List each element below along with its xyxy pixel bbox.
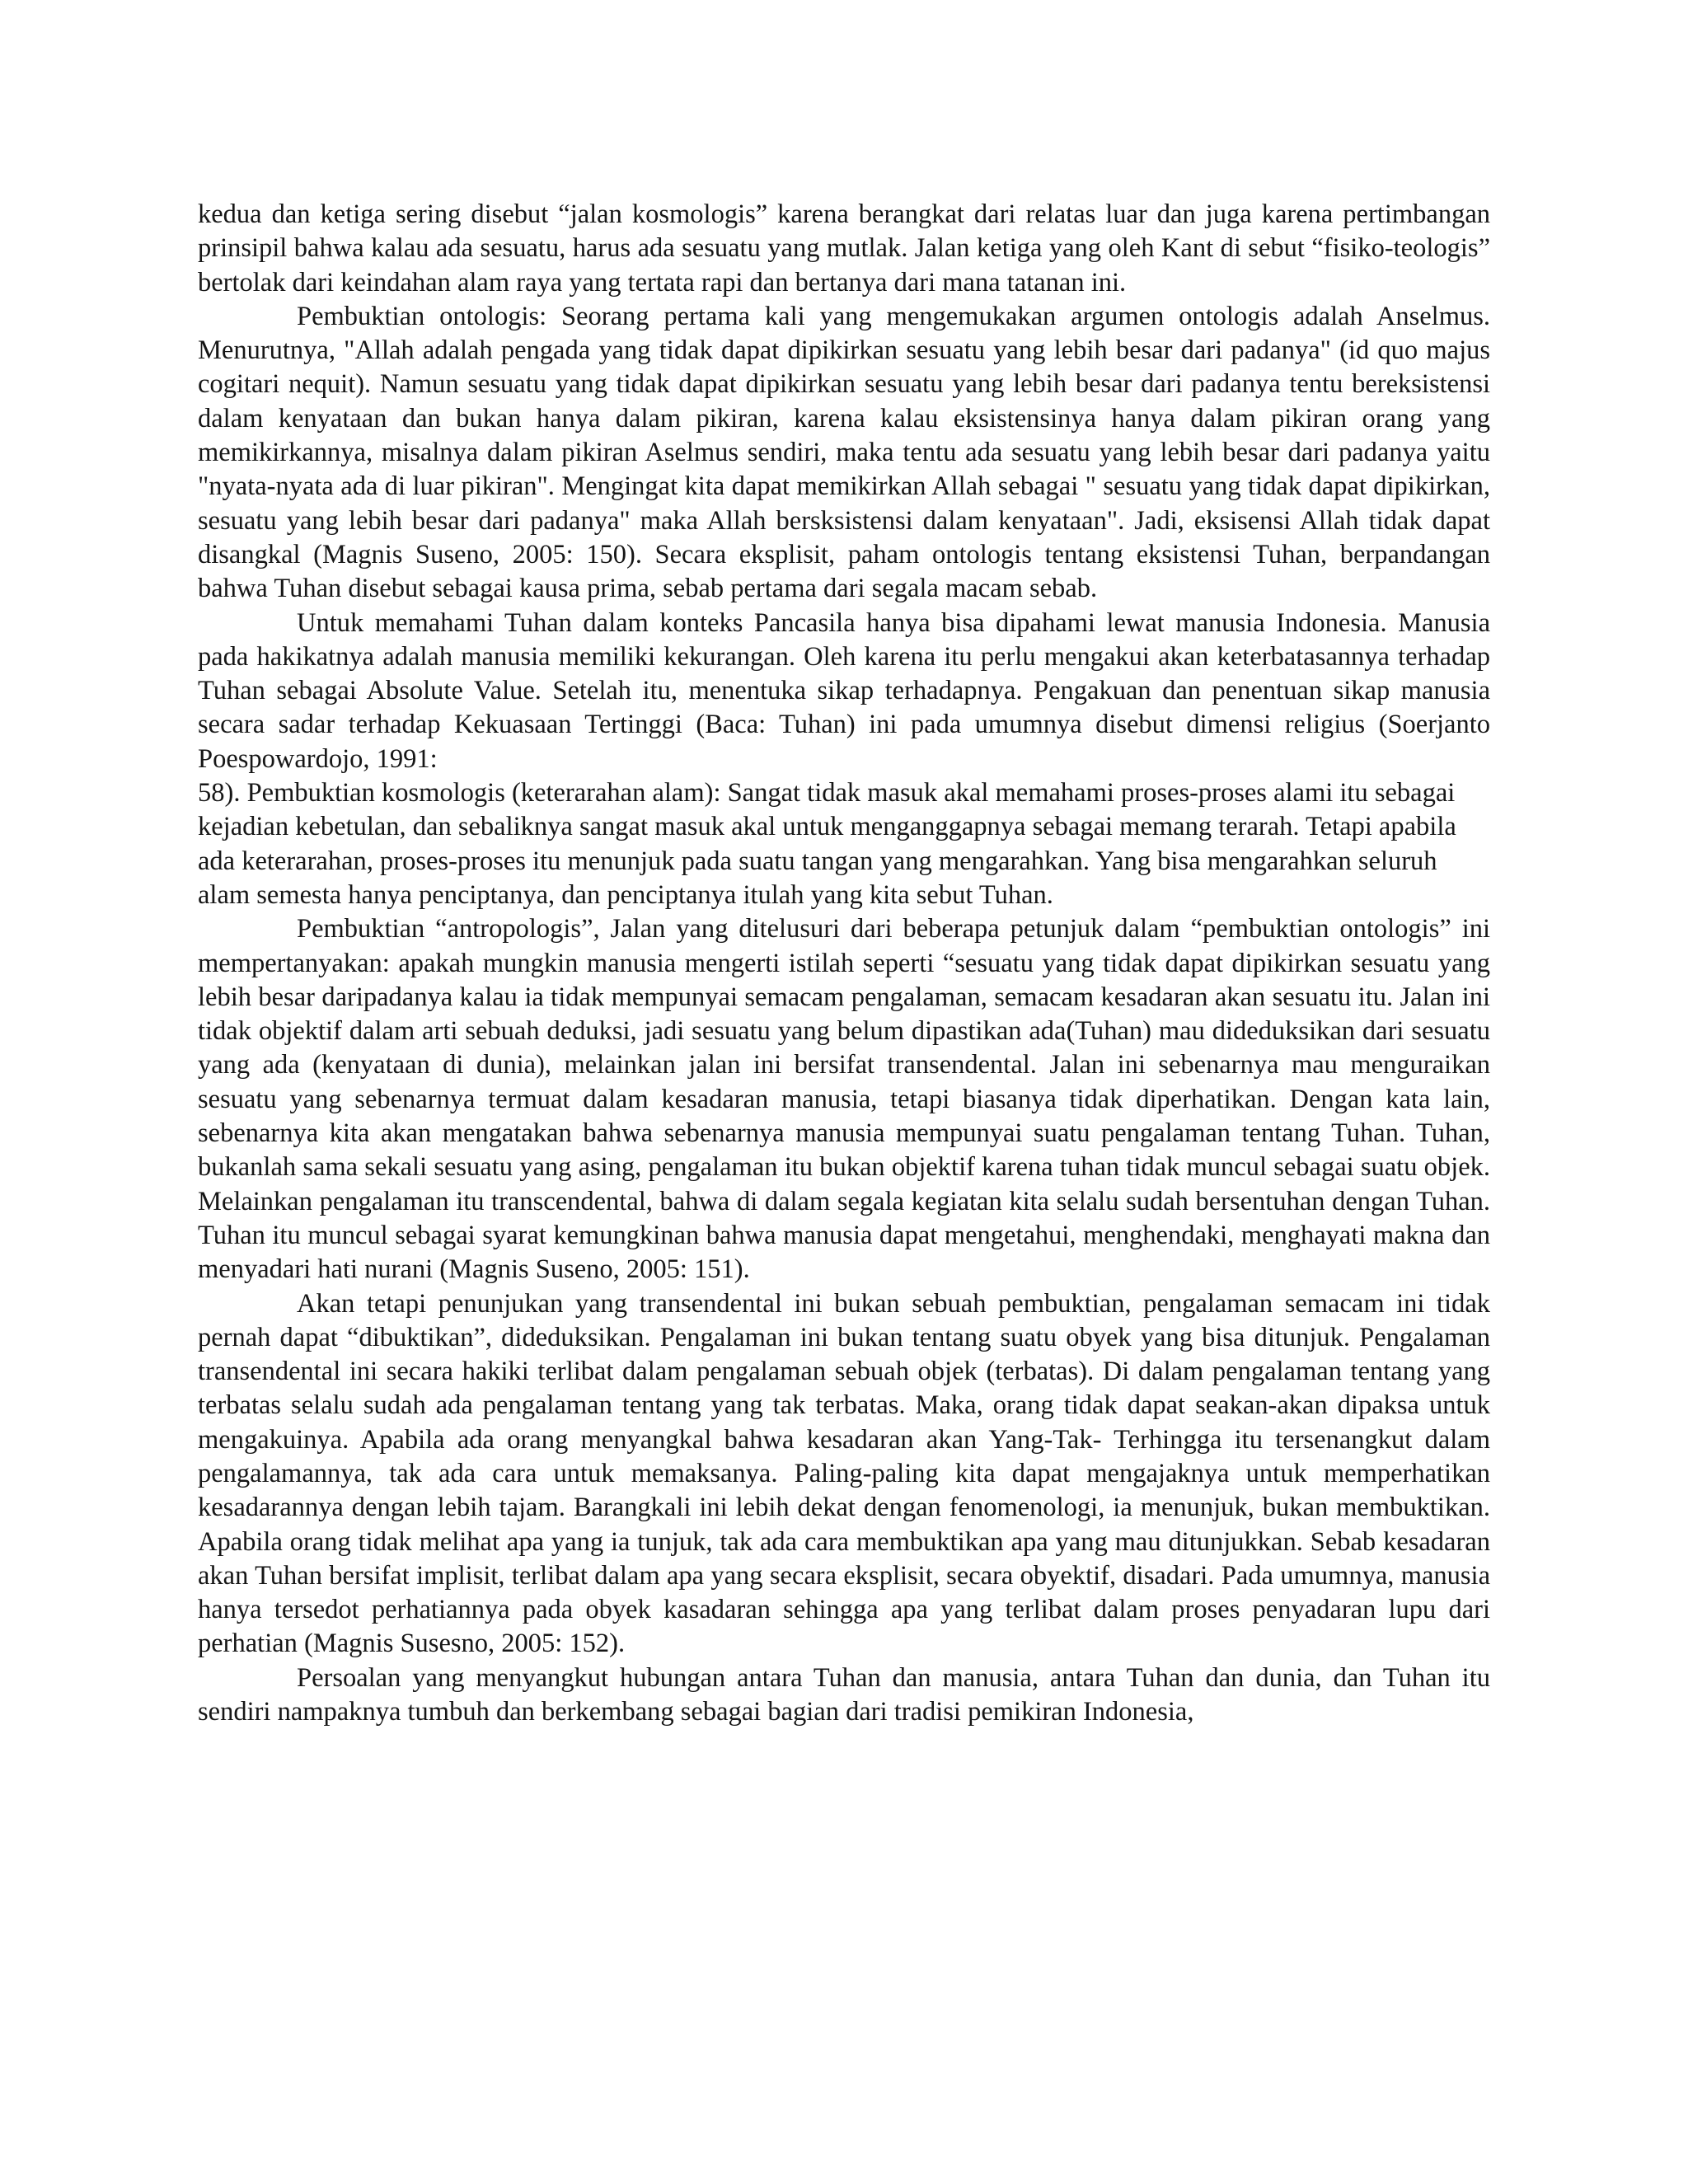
paragraph-cosmological-intro: kedua dan ketiga sering disebut “jalan kosmologis” karena berangkat dari relatas luar dan juga karena pertimbangan prinsipil bahwa kalau ada sesuatu, harus ada sesuatu yang mutlak. Jalan ketiga yang oleh Kant di sebut “fisiko-teologis” bertolak dari keindahan alam raya yang tertata rapi dan bertanya dari mana tatanan ini. bbox=[198, 199, 1490, 298]
paragraph-cosmological-proof: 58). Pembuktian kosmologis (keterarahan alam): Sangat tidak masuk akal memahami proses-proses alami itu sebagai kejadian kebetulan, dan sebaliknya sangat masuk akal untuk menganggapnya sebagai memang terarah. Tetapi apabila ada keterarahan, proses-proses itu menunjuk pada suatu tangan yang mengarahkan. Yang bisa mengarahkan seluruh alam semesta hanya penciptanya, dan penciptanya itulah yang kita sebut Tuhan. bbox=[198, 778, 1456, 910]
paragraph-ontological-proof: Pembuktian ontologis: Seorang pertama kali yang mengemukakan argumen ontologis adalah Anselmus. Menurutnya, "Allah adalah pengada yang tidak dapat dipikirkan sesuatu yang lebih besar dari padanya" (id quo majus cogitari nequit). Namun sesuatu yang tidak dapat dipikirkan sesuatu yang lebih besar dari padanya tentu bereksistensi dalam kenyataan dan bukan hanya dalam pikiran, karena kalau eksistensinya hanya dalam pikiran orang yang memikirkannya, misalnya dalam pikiran Aselmus sendiri, maka tentu ada sesuatu yang lebih besar dari padanya yaitu "nyata-nyata ada di luar pikiran". Mengingat kita dapat memikirkan Allah sebagai " sesuatu yang tidak dapat dipikirkan, sesuatu yang lebih besar dari padanya" maka Allah bersksistensi dalam kenyataan". Jadi, eksisensi Allah tidak dapat disangkal (Magnis Suseno, 2005: 150). Secara eksplisit, paham ontologis tentang eksistensi Tuhan, berpandangan bahwa Tuhan disebut sebagai kausa prima, sebab pertama dari segala macam sebab. bbox=[198, 301, 1490, 604]
paragraph-pancasila-context: Untuk memahami Tuhan dalam konteks Pancasila hanya bisa dipahami lewat manusia Indonesia. Manusia pada hakikatnya adalah manusia memiliki kekurangan. Oleh karena itu perlu mengakui akan keterbatasannya terhadap Tuhan sebagai Absolute Value. Setelah itu, menentuka sikap terhadapnya. Pengakuan dan penentuan sikap manusia secara sadar terhadap Kekuasaan Tertinggi (Baca: Tuhan) ini pada umumnya disebut dimensi religius (Soerjanto Poespowardojo, 1991: bbox=[198, 607, 1490, 774]
paragraph-indonesian-thought: Persoalan yang menyangkut hubungan antara Tuhan dan manusia, antara Tuhan dan dunia, dan Tuhan itu sendiri nampaknya tumbuh dan berkembang sebagai bagian dari tradisi pemikiran Indonesia, bbox=[198, 1662, 1490, 1727]
paragraph-transcendental-experience: Akan tetapi penunjukan yang transendental ini bukan sebuah pembuktian, pengalaman semacam ini tidak pernah dapat “dibuktikan”, dideduksikan. Pengalaman ini bukan tentang suatu obyek yang bisa ditunjuk. Pengalaman transendental ini secara hakiki terlibat dalam pengalaman sebuah objek (terbatas). Di dalam pengalaman tentang yang terbatas selalu sudah ada pengalaman tentang yang tak terbatas. Maka, orang tidak dapat seakan-akan dipaksa untuk mengakuinya. Apabila ada orang menyangkal bahwa kesadaran akan Yang-Tak- Terhingga itu tersenangkut dalam pengalamannya, tak ada cara untuk memaksanya. Paling-paling kita dapat mengajaknya untuk memperhatikan kesadarannya dengan lebih tajam. Barangkali ini lebih dekat dengan fenomenologi, ia menunjuk, bukan membuktikan. Apabila orang tidak melihat apa yang ia tunjuk, tak ada cara membuktikan apa yang mau ditunjukkan. Sebab kesadaran akan Tuhan bersifat implisit, terlibat dalam apa yang secara eksplisit, secara obyektif, disadari. Pada umumnya, manusia hanya tersedot perhatiannya pada obyek kasadaran sehingga apa yang terlibat dalam proses penyadaran lupu dari perhatian (Magnis Susesno, 2005: 152). bbox=[198, 1288, 1490, 1659]
body-text bbox=[198, 198, 1490, 1729]
paragraph-anthropological-proof: Pembuktian “antropologis”, Jalan yang ditelusuri dari beberapa petunjuk dalam “pembuktian ontologis” ini mempertanyakan: apakah mungkin manusia mengerti istilah seperti “sesuatu yang tidak dapat dipikirkan sesuatu yang lebih besar daripadanya kalau ia tidak mempunyai semacam pengalaman, semacam kesadaran akan sesuatu itu. Jalan ini tidak objektif dalam arti sebuah deduksi, jadi sesuatu yang belum dipastikan ada(Tuhan) mau dideduksikan dari sesuatu yang ada (kenyataan di dunia), melainkan jalan ini bersifat transendental. Jalan ini sebenarnya mau menguraikan sesuatu yang sebenarnya termuat dalam kesadaran manusia, tetapi biasanya tidak diperhatikan. Dengan kata lain, sebenarnya kita akan mengatakan bahwa sebenarnya manusia mempunyai suatu pengalaman tentang Tuhan. Tuhan, bukanlah sama sekali sesuatu yang asing, pengalaman itu bukan objektif karena tuhan tidak muncul sebagai suatu objek. Melainkan pengalaman itu transcendental, bahwa di dalam segala kegiatan kita selalu sudah bersentuhan dengan Tuhan. Tuhan itu muncul sebagai syarat kemungkinan bahwa manusia dapat mengetahui, menghendaki, menghayati makna dan menyadari hati nurani (Magnis Suseno, 2005: 151). bbox=[198, 914, 1490, 1285]
